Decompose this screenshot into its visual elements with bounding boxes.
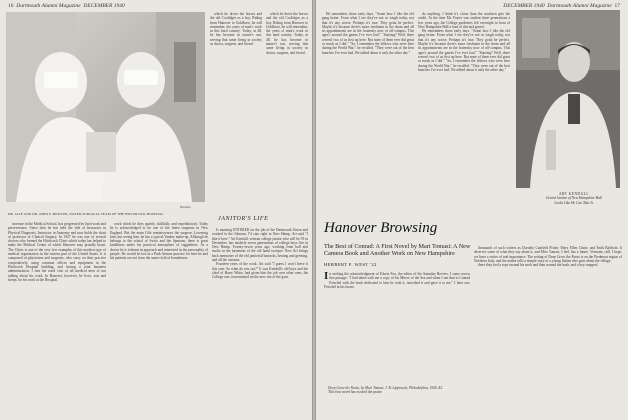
review-book-title: Deep Grow the Roots, by Mari Tomasi. J. B. Lippincott, Philadelphia, 1940. $2. xyxy=(328,386,443,390)
right-column-2-text: do anything. I think it's closer than the southern gets the credit. At the time Mr. Foster was student three generations a few years ago, the College gardeners felt overnight in front of New Hampshire Hall a load of dirt and gravel. xyxy=(418,12,510,29)
right-magazine-title: Dartmouth Alumni Magazine xyxy=(547,3,612,9)
right-column-2-continued: He remembers those early days. "Some how I like the old gang better. From what I see they've not so tough today, not that it's any worse. Perhaps it's true. They gotta be perfect. Maybe it's because there's more freshmen in the dorm and all its appointments are in the fraternity now of off-campus. This ages's around the games I've ever had." "Starting? Well, there weren't two of us first up here. But none of them ever did great or much as I did." "So, I remember the fellows who were here during the World War," he recalled. "They were out of the best bunches I've ever had. We talked about it only the other day." xyxy=(418,29,510,72)
right-page xyxy=(316,0,628,420)
right-issue-date: DECEMBER 1940 xyxy=(503,3,545,9)
photo-caption: DR. GILE AND DR. JOHN P. BOWLER, NOTED SURGICAL TEAM OF THE HITCHCOCK HOSPITAL xyxy=(8,212,164,216)
review-drop-cap: I xyxy=(324,272,329,282)
right-column-1-text: He remembers those early days. "Some how I like the old gang better. From what I see they've not so tough today, not that it's any worse. Perhaps it's true. They gotta be perfect. Maybe it's because there's more freshmen in the dorm and all its appointments are in the fraternity now of off-campus. This ages's around the games I've ever had." "Starting? Well, there weren't two of us first up here. But none of them ever did great or much as I did." "So, I remember the fellows who were here during the World War," he recalled. "They were out of the best bunches I've ever had. We talked about it only the other day." xyxy=(322,12,414,55)
review-column-2 xyxy=(474,246,622,416)
left-column-3-text: Is morning ENTERED on the job of the Dartmouth Union and worked in the Johnson. I'd stay right in New Hamp. Art said "I like it here." Art Kendall, veteran college janitor who will be 59 in December, has tenderly seven generations of college boys live in New Hamp. Twenty-seven years ago, working from hall and studio in the basement of the old hand sweeper. Now Art brings back memories of the old janitorial barracks, heating and greeting, and all the curtains. xyxy=(212,228,308,263)
left-column-3 xyxy=(212,228,308,416)
left-issue-date: DECEMBER 1940 xyxy=(83,3,125,9)
left-column-top xyxy=(210,12,262,208)
left-magazine-title: Dartmouth Alumni Magazine xyxy=(16,3,81,9)
review-column-1 xyxy=(324,272,470,382)
right-page-number: 17 xyxy=(614,3,620,9)
review-book-note: This first novel has excited the praise xyxy=(328,390,382,395)
review-byline: HERBERT F. WEST '22 xyxy=(324,262,377,267)
kendall-photo xyxy=(516,10,620,188)
right-column-1 xyxy=(322,12,414,217)
kendall-caption-name: ART KENDALL xyxy=(558,192,590,196)
left-column-3-text-2: Fourteen years of the work. Art said "I guess I won't leave it this year. So what do you say?" It was Kendall's old boys and the chief of Harry White, had given him the job over other ones, the College was concentrated on the new site of the gym. xyxy=(212,262,308,280)
left-column-top-right-text xyxy=(266,12,308,208)
review-deck-line1: The Best of Conrad: A First Novel by Mari Tomasi: A New xyxy=(324,243,471,250)
left-column-2 xyxy=(110,222,208,416)
left-column-1-text: increase in the Medical School, has progressed by hard work and perseverance. Since then he has held the title of Instructor in Physical Diagnosis, Instructor in Anatomy and now holds the chair of professor of Clinical Surgery. In 1927 he was one of several doctors who formed the Hitchcock Clinic which today has helped to make the Medical Center of which Hanover may proudly boast. The Clinic is one of the very few examples of this modern type of medical organization in the eastern part of the United States. It is composed of physicians and surgeons, who carry on their practice cooperatively, using common offices and equipment in the Hitchcock Hospital building, and having a joint business administration. I fear his ward visit of all medical men of not talking about his work. In Hanover, however, he lives, eats and sleeps for his work at the Hospital. xyxy=(8,222,106,282)
review-book-entry xyxy=(324,386,470,416)
left-column-top-right xyxy=(266,12,308,208)
hanover-browsing-title: Hanover Browsing xyxy=(324,220,438,236)
kendall-caption-line2: Looks Like He Can Take It. xyxy=(554,200,594,205)
review-column-2-text: thousands of such writers as Dorothy Canfield Fisher, Mary Ellen Chase, and Faith Baldwin. It deserves some of what they say about it, and Miss Tomasi, I feel, has a future. Vermont, still, I hope, we have a writer of real importance. The setting of Deep Grow the Roots is on the Piedmont region of Northern Italy, and the author tells a simple story of a young Italian who goes about the village. xyxy=(474,246,622,263)
left-running-head xyxy=(8,3,125,9)
left-page-number: 16 xyxy=(8,3,14,9)
kendall-caption-line1: Genial Janitor of New Hampshire Hall xyxy=(545,196,603,201)
left-column-2-text: work which he does quietly, skillfully, and expeditiously. Today he is acknowledged to be one of the finest surgeons in New England. But the main Gile reminiscences the surgeon. Lowering him, but seeing him, he has a typical Yankee make-up. Although he belongs to the school of Swiss and the Spartans, there is great kindliness under his practical atmosphere of ruggedness. As a doctor he is tolerant in approach and interested in the personality of people. He would be lost in a Park Avenue practice for here he and his patients are not from the same cloth of homeliness. xyxy=(110,222,208,261)
surgeons-photo xyxy=(6,12,205,202)
photo-credit: Bowdoin xyxy=(180,205,191,209)
section-heading: JANITOR'S LIFE xyxy=(218,216,269,222)
right-column-2 xyxy=(418,12,510,217)
kendall-caption xyxy=(524,192,624,205)
left-column-1 xyxy=(8,222,106,416)
right-running-head xyxy=(503,3,620,9)
left-page xyxy=(0,0,312,420)
left-column-top-right-copy: which he drove the horses and the old Coolidges as a boy. Riding from Hanover to Goldboro, he will remember, the years of men's work in this hard country. Today, at 48, he has become in nature's son, serving that same living in society as doctor, surgeon, and friend. xyxy=(266,12,308,55)
review-column-1-text: n seeking the acknowledgment of Edwin Fox, the editor of the Saturday Review, I came across this passage: "I had taken with me a copy of his Mirror of the Sea and when I ran that to Conrad Fetschel with the book dedicated to him he took it, inscribed it and gave it to me." I later saw Fetschel at his house. xyxy=(324,272,470,289)
review-column-2-text-2: there they tied a rope around his neck and then around the bush, and a boy snapped. xyxy=(478,263,599,268)
review-deck-line2: Camera Book and Another Work on New Hampshire xyxy=(324,250,455,258)
left-column-top-text: which he drove the horses and the old Coolidges as a boy. Riding from Hanover to Goldboro, he will remember, the years of men's work in this hard country. Today, at 48, he has become in nature's son, serving that same living in society as doctor, surgeon, and friend. xyxy=(210,12,262,47)
